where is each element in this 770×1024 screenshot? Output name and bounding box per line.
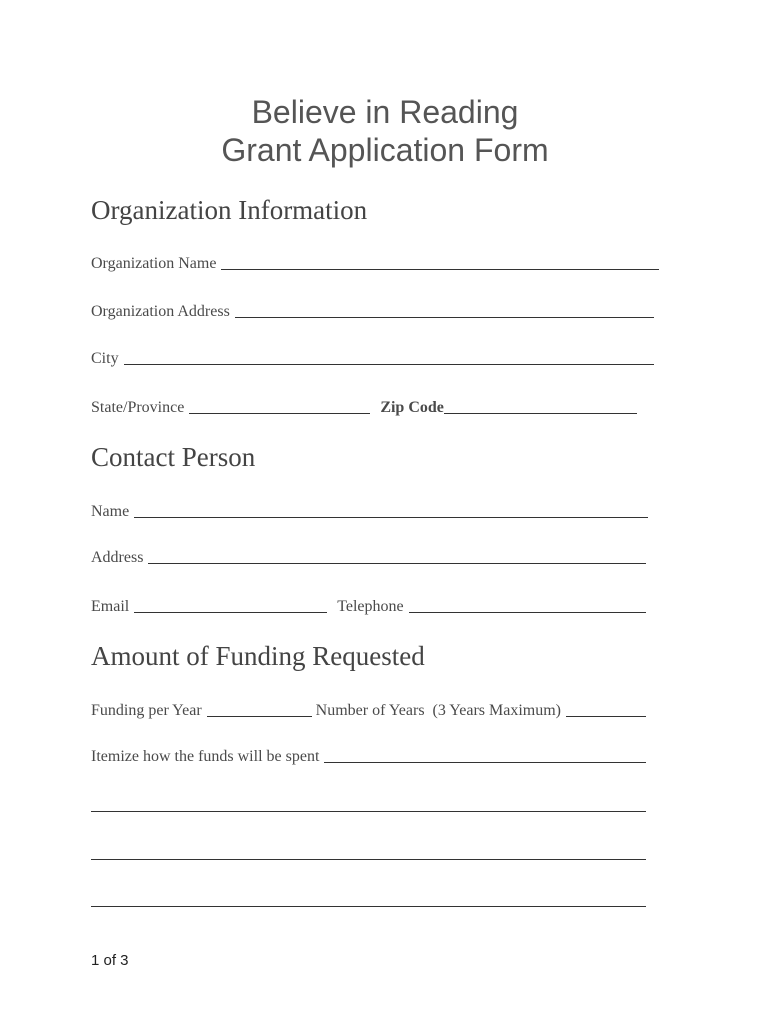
organization-address-row xyxy=(91,298,659,322)
number-of-years-label: Number of Years (3 Years Maximum) xyxy=(315,702,561,719)
state-province-label: State/Province xyxy=(91,399,185,416)
zip-code-field[interactable] xyxy=(444,413,637,414)
itemize-blank-line-2 xyxy=(91,840,659,864)
organization-address-field[interactable] xyxy=(235,317,654,318)
itemize-extra-field-1[interactable] xyxy=(91,811,646,812)
funding-per-year-field[interactable] xyxy=(207,716,312,717)
contact-section-heading: Contact Person xyxy=(91,442,256,472)
email-field[interactable] xyxy=(134,612,327,613)
organization-name-field[interactable] xyxy=(221,269,659,270)
number-of-years-field[interactable] xyxy=(566,716,646,717)
itemize-extra-field-3[interactable] xyxy=(91,906,646,907)
organization-section-heading: Organization Information xyxy=(91,195,368,225)
funding-row xyxy=(91,697,659,721)
organization-name-row xyxy=(91,250,659,274)
state-province-field[interactable] xyxy=(189,413,370,414)
organization-name-label: Organization Name xyxy=(91,255,217,272)
itemize-extra-field-2[interactable] xyxy=(91,859,646,860)
contact-address-label: Address xyxy=(91,549,144,566)
contact-name-field[interactable] xyxy=(134,517,648,518)
email-telephone-row xyxy=(91,593,659,617)
organization-address-label: Organization Address xyxy=(91,303,230,320)
funding-per-year-label: Funding per Year xyxy=(91,702,202,719)
itemize-funds-label: Itemize how the funds will be spent xyxy=(91,748,320,765)
telephone-label: Telephone xyxy=(337,598,404,615)
state-zip-row xyxy=(91,394,659,418)
funding-section-heading: Amount of Funding Requested xyxy=(91,641,425,671)
contact-address-field[interactable] xyxy=(148,563,646,564)
city-label: City xyxy=(91,350,119,367)
city-row xyxy=(91,345,659,369)
zip-code-label: Zip Code xyxy=(380,399,444,416)
city-field[interactable] xyxy=(124,364,654,365)
itemize-blank-line-1 xyxy=(91,792,659,816)
contact-name-row xyxy=(91,498,659,522)
itemize-row xyxy=(91,743,659,767)
contact-address-row xyxy=(91,544,659,568)
telephone-field[interactable] xyxy=(409,612,646,613)
form-title-line-1: Believe in Reading xyxy=(251,94,519,130)
itemize-blank-line-3 xyxy=(91,887,659,911)
itemize-funds-field[interactable] xyxy=(324,762,646,763)
form-title-line-2: Grant Application Form xyxy=(221,132,549,168)
contact-name-label: Name xyxy=(91,503,130,520)
email-label: Email xyxy=(91,598,130,615)
page-number: 1 of 3 xyxy=(91,952,129,969)
